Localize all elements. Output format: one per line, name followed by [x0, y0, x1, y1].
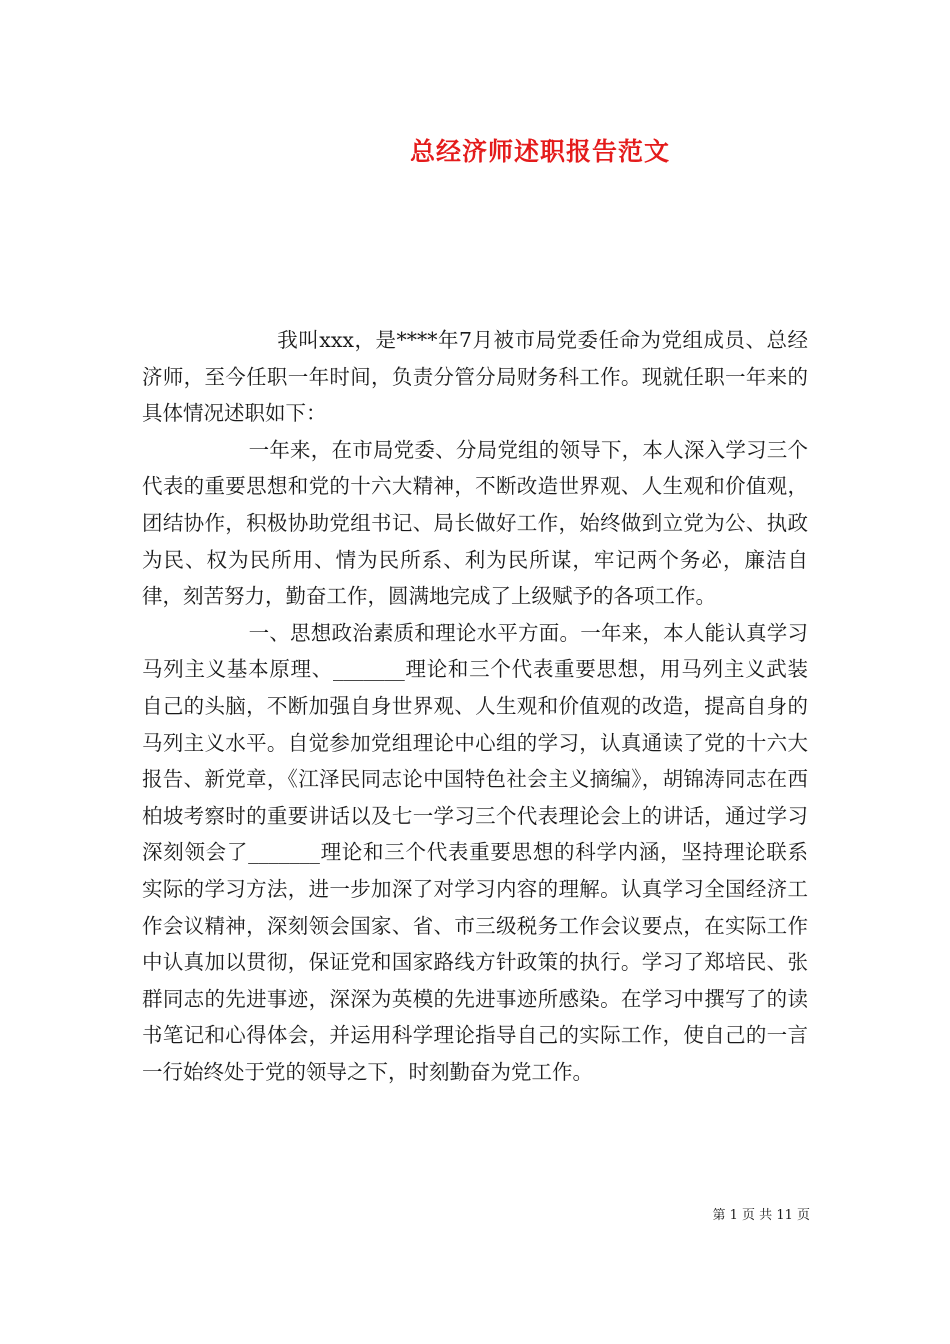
page-title: 总经济师述职报告范文 — [409, 137, 670, 166]
paragraph-intro: 我叫xxx，是****年7月被市局党委任命为党组成员、总经济师，至今任职一年时间，负责分管分局财务科工作。现就任职一年来的具体情况述职如下： — [142, 328, 808, 426]
document-body — [142, 322, 808, 1090]
paragraph-summary: 一年来，在市局党委、分局党组的领导下，本人深入学习三个代表的重要思想和党的十六大精神，不断改造世界观、人生观和价值观，团结协作，积极协助党组书记、局长做好工作，始终做到立党为公、执政为民、权为民所用、情为民所系、利为民所谋，牢记两个务必，廉洁自律，刻苦努力，勤奋工作，圆满地完成了上级赋予的各项工作。 — [142, 437, 808, 609]
page-number: 第 1 页 共 11 页 — [712, 1208, 810, 1223]
paragraph-section-1: 一、思想政治素质和理论水平方面。一年来，本人能认真学习马列主义基本原理、_______理论和三个代表重要思想，用马列主义武装自己的头脑，不断加强自身世界观、人生观和价值观的改造，提高自身的马列主义水平。自觉参加党组理论中心组的学习，认真通读了党的十六大报告、新党章，《江泽民同志论中国特色社会主义摘编》，胡锦涛同志在西柏坡考察时的重要讲话以及七一学习三个代表理论会上的讲话，通过学习深刻领会了_______理论和三个代表重要思想的科学内涵，坚持理论联系实际的学习方法，进一步加深了对学习内容的理解。认真学习全国经济工作会议精神，深刻领会国家、省、市三级税务工作会议要点，在实际工作中认真加以贯彻，保证党和国家路线方针政策的执行。学习了郑培民、张群同志的先进事迹，深深为英模的先进事迹所感染。在学习中撰写了的读书笔记和心得体会，并运用科学理论指导自己的实际工作，使自己的一言一行始终处于党的领导之下，时刻勤奋为党工作。 — [142, 620, 808, 1084]
